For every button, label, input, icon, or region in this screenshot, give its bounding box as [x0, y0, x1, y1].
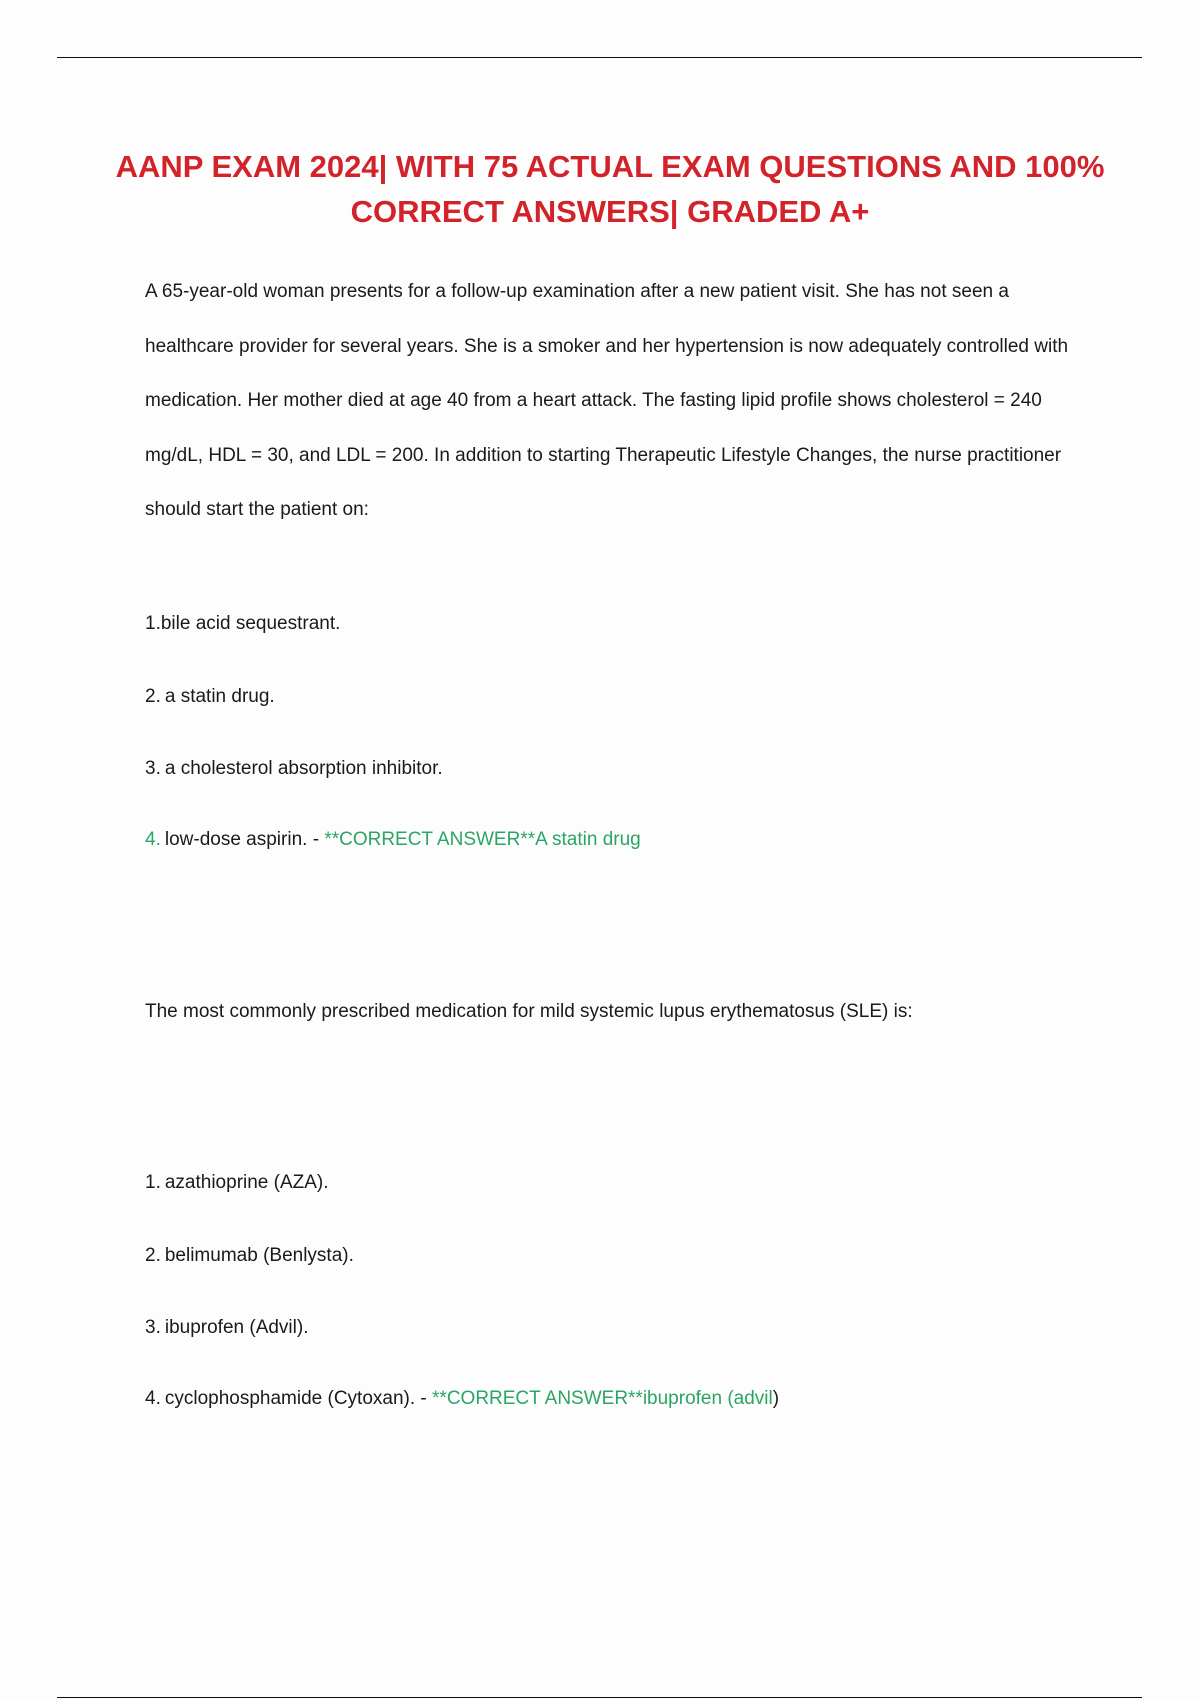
option-number: 1. — [145, 613, 161, 634]
option-number: 4. — [145, 829, 161, 850]
answer-tail: ) — [772, 1388, 780, 1409]
question-2-option-2 — [145, 1244, 354, 1268]
footer-rule — [57, 1697, 1142, 1698]
option-text: bile acid sequestrant. — [160, 613, 341, 634]
document-title: AANP EXAM 2024| WITH 75 ACTUAL EXAM QUESTIONS AND 100% CORRECT ANSWERS| GRADED A+ — [115, 149, 1105, 229]
option-number: 2. — [145, 686, 161, 707]
question-1-stem: A 65-year-old woman presents for a follow-up examination after a new patient visit. She has not seen a healthcare provider for several years. She is a smoker and her hypertension is now adequately controlled with medication. Her mother died at age 40 from a heart attack. The fasting lipid profile shows cholesterol = 240 mg/dL, HDL = 30, and LDL = 200. In addition to starting Therapeutic Lifestyle Changes, the nurse practitioner should start the patient on: — [145, 281, 1069, 520]
option-text: low-dose aspirin. - — [164, 829, 325, 850]
option-number: 3. — [145, 758, 161, 779]
correct-answer: **CORRECT ANSWER**A statin drug — [324, 829, 641, 850]
option-text: ibuprofen (Advil). — [164, 1317, 309, 1338]
question-2-option-1 — [145, 1171, 329, 1195]
question-2-option-4 — [145, 1387, 779, 1411]
option-text: cyclophosphamide (Cytoxan). - — [164, 1388, 433, 1409]
option-text: a statin drug. — [164, 686, 275, 707]
question-2-stem: The most commonly prescribed medication for mild systemic lupus erythematosus (SLE) is: — [145, 1001, 913, 1022]
question-2-option-3 — [145, 1316, 308, 1340]
question-1-option-3 — [145, 757, 443, 781]
option-text: belimumab (Benlysta). — [164, 1245, 354, 1266]
option-number: 1. — [145, 1172, 161, 1193]
option-number: 3. — [145, 1317, 161, 1338]
option-number: 2. — [145, 1245, 161, 1266]
option-text: azathioprine (AZA). — [164, 1172, 329, 1193]
question-1-option-1 — [145, 612, 340, 636]
option-text: a cholesterol absorption inhibitor. — [164, 758, 443, 779]
question-1-option-2 — [145, 685, 275, 709]
header-rule — [57, 57, 1142, 58]
option-number: 4. — [145, 1388, 161, 1409]
correct-answer: **CORRECT ANSWER**ibuprofen (advil — [432, 1388, 773, 1409]
question-1-option-4 — [145, 828, 641, 852]
